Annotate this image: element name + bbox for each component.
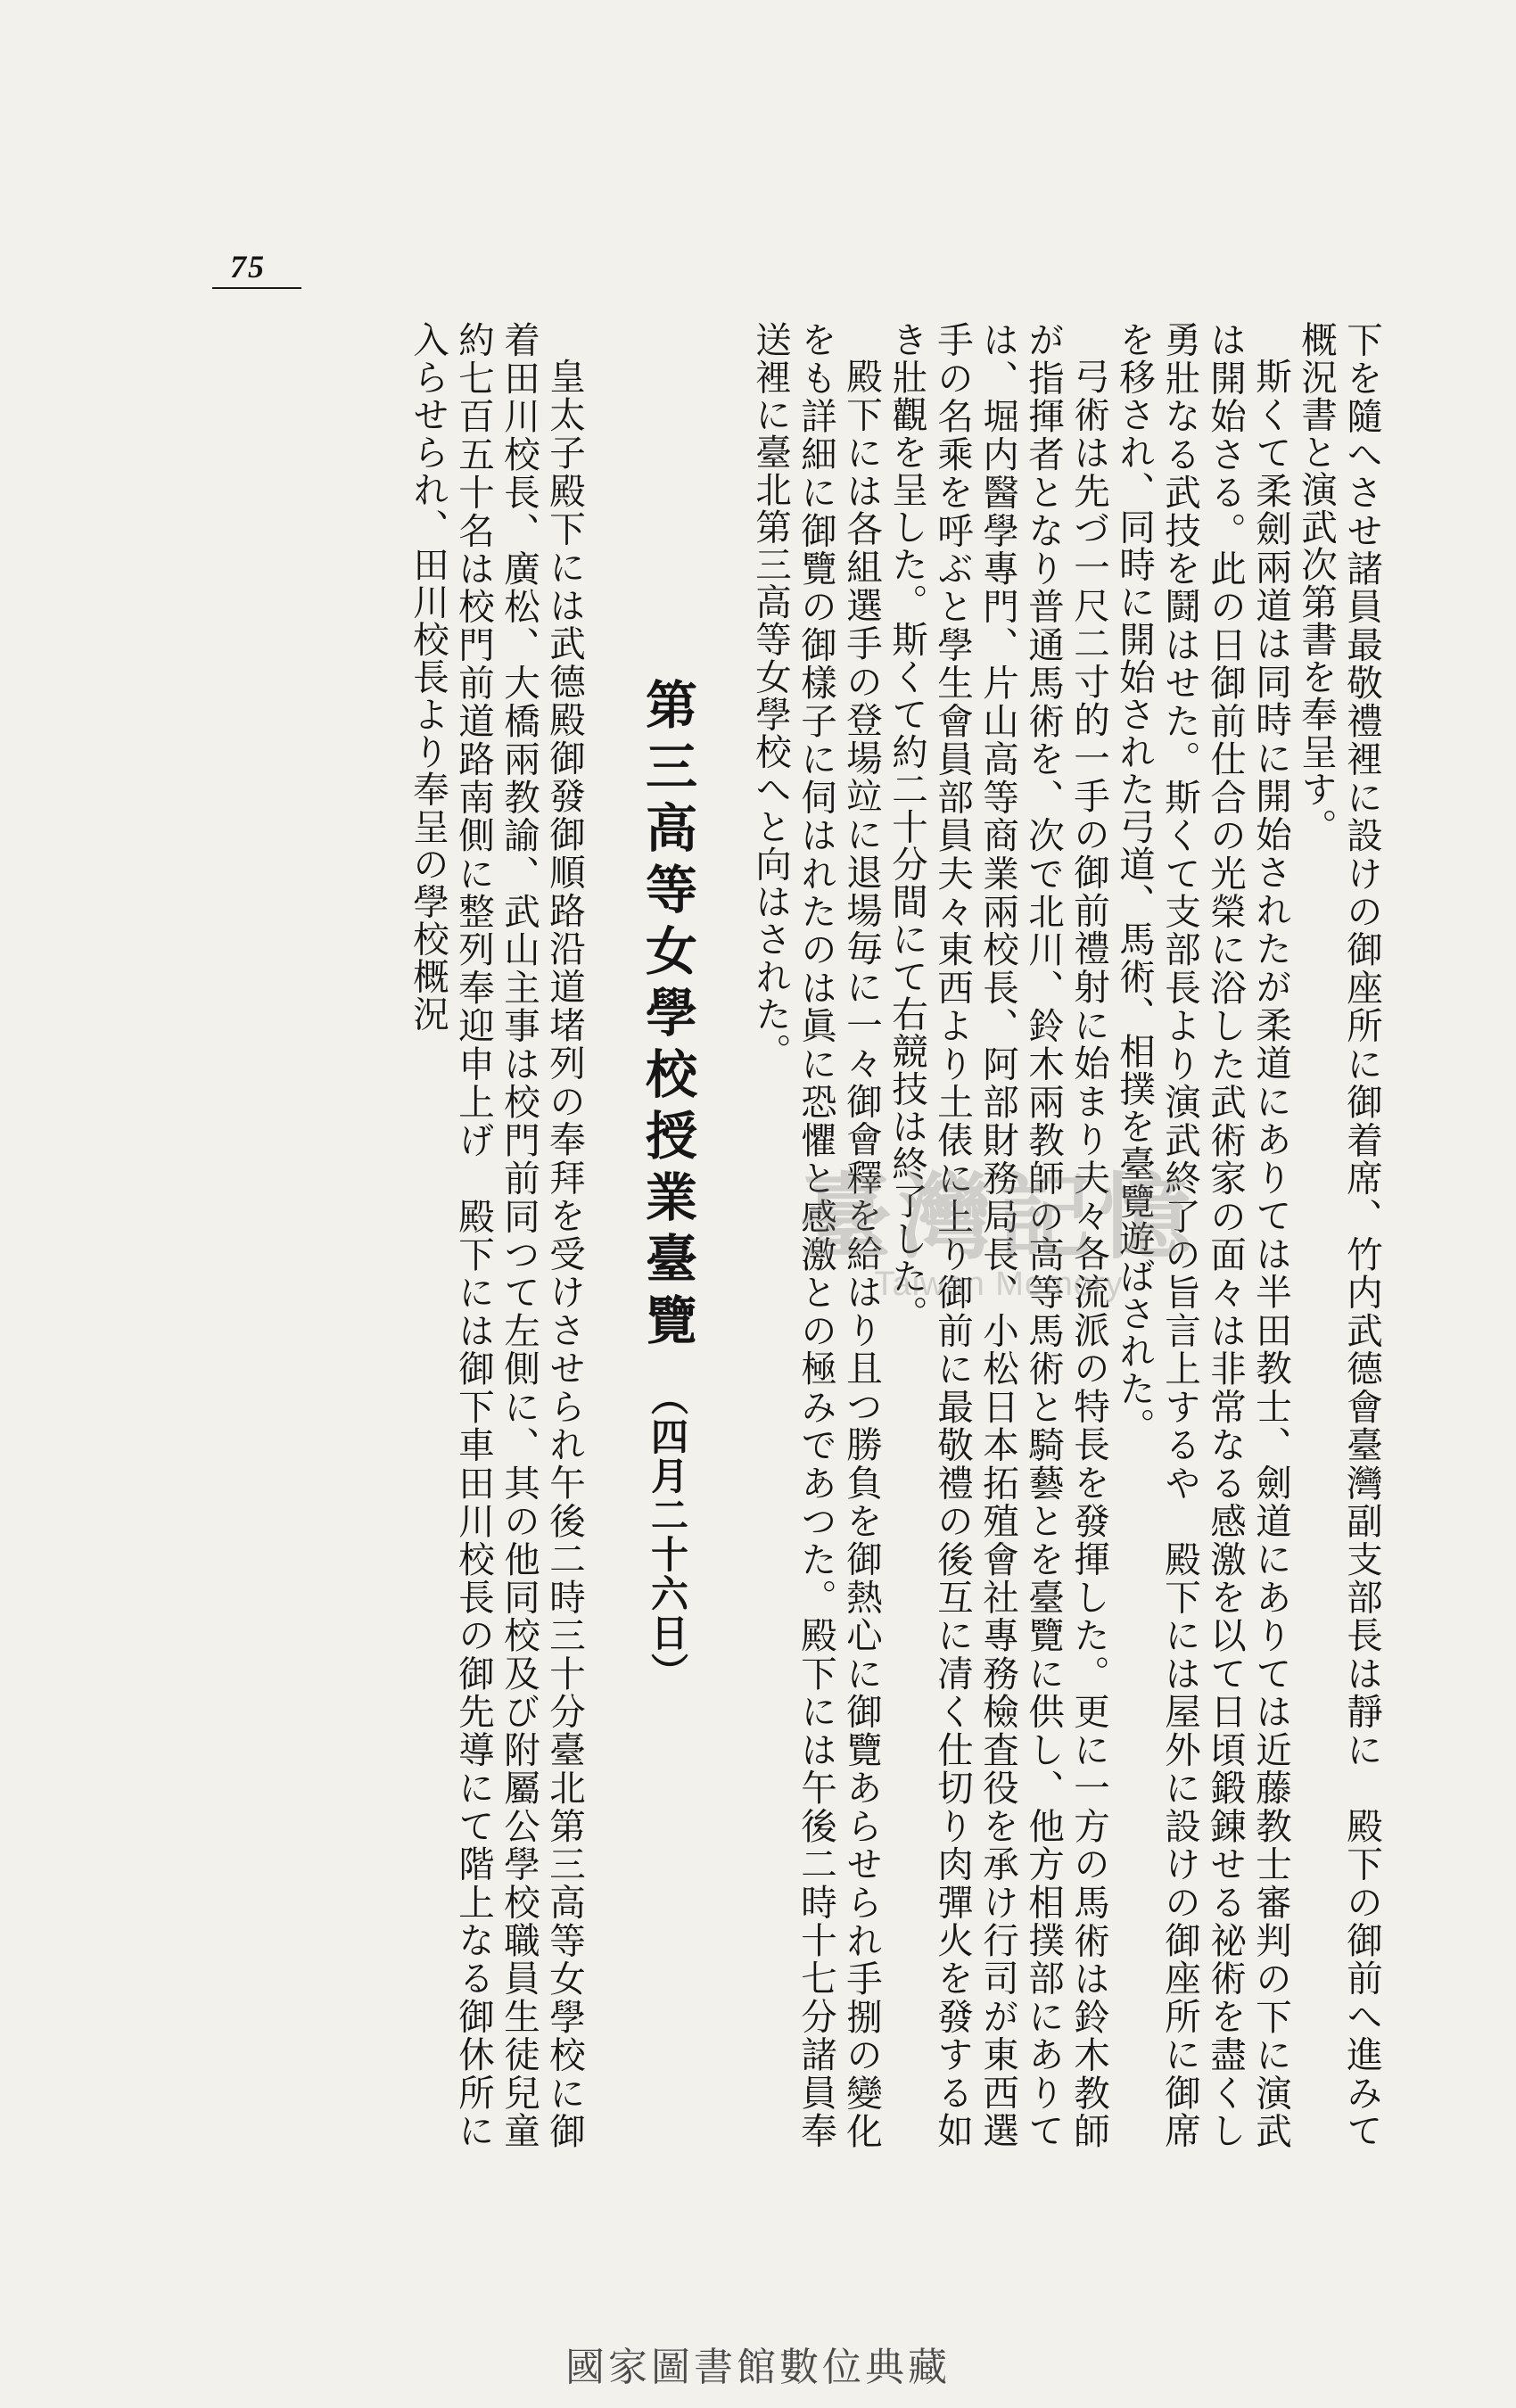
footer-credit: 國家圖書館數位典藏 — [565, 2345, 951, 2390]
chapter-date: （四月二十六日） — [646, 1378, 689, 1692]
watermark-subtext: Taiwan Memory — [874, 1266, 1124, 1303]
vertical-text-body — [225, 321, 1384, 2149]
chapter-heading — [631, 321, 703, 2149]
section-gap — [712, 321, 747, 2149]
page-number-rule — [212, 287, 301, 289]
paragraph: 弓術は先づ一尺二寸的一手の御前禮射に始まり夫々各流派の特長を發揮した。更に一方の馬術は鈴木教師が指揮者となり普通馬術を、次で北川、鈴木兩教師の高等馬術と騎藝とを臺覽に供し、他方相撲部にありては、堀内醫學專門、片山高等商業兩校長、阿部財務局長、小松日本拓殖會社專務檢査役を承け行司が東西選手の名乘を呼ぶと學生會員部員夫々東西より土俵に上り御前に最敬禮の後互に凊く仕切り肉彈火を發する如き壯觀を呈した。斯くて約二十分間にて右競技は終了した。 — [886, 321, 1110, 2149]
paragraph: 斯くて柔劍兩道は同時に開始されたが柔道にありては半田教士、劍道にありては近藤教士審判の下に演武は開始さる。此の日御前仕合の光榮に浴した武術家の面々は非常なる感激を以て日頃鍛錬せる祕術を盡くし勇壯なる武技を鬪はせた。斯くて支部長より演武終了の旨言上するや 殿下には屋外に設けの御座所に御席を移され、同時に開始された弓道、馬術、相撲を臺覽遊ばされた。 — [1113, 321, 1292, 2149]
chapter-title: 第三高等女學校授業臺覽 — [637, 678, 697, 1355]
page-number: 75 — [230, 249, 266, 285]
paragraph: 皇太子殿下には武德殿御發御順路沿道堵列の奉拜を受けさせられ午後二時三十分臺北第三高等女學校に御着田川校長、廣松、大橋兩教諭、武山主事は校門前同つて左側に、其の他同校及び附屬公學校職員生徒兒童約七百五十名は校門前道路南側に整列奉迎申上げ 殿下には御下車田川校長の御先導にて階上なる御休所に入らせられ、田川校長より奉呈の學校概況 — [407, 321, 586, 2149]
section-gap — [587, 321, 622, 2149]
paragraph: 下を隨へさせ諸員最敬禮裡に設けの御座所に御着席、竹内武德會臺灣副支部長は靜に 殿下の御前へ進みて概況書と演武次第書を奉呈す。 — [1295, 321, 1383, 2149]
paragraph: 殿下には各組選手の登場竝に退場毎に一々御會釋を給はり且つ勝負を御熱心に御覽あらせられ手捌の變化をも詳細に御覽の御樣子に伺はれたのは眞に恐懼と感激との極みであつた。殿下には午後二時十七分諸員奉送裡に臺北第三高等女學校へと向はされた。 — [749, 321, 883, 2149]
watermark-text: 臺灣記憶 — [798, 1162, 1199, 1272]
